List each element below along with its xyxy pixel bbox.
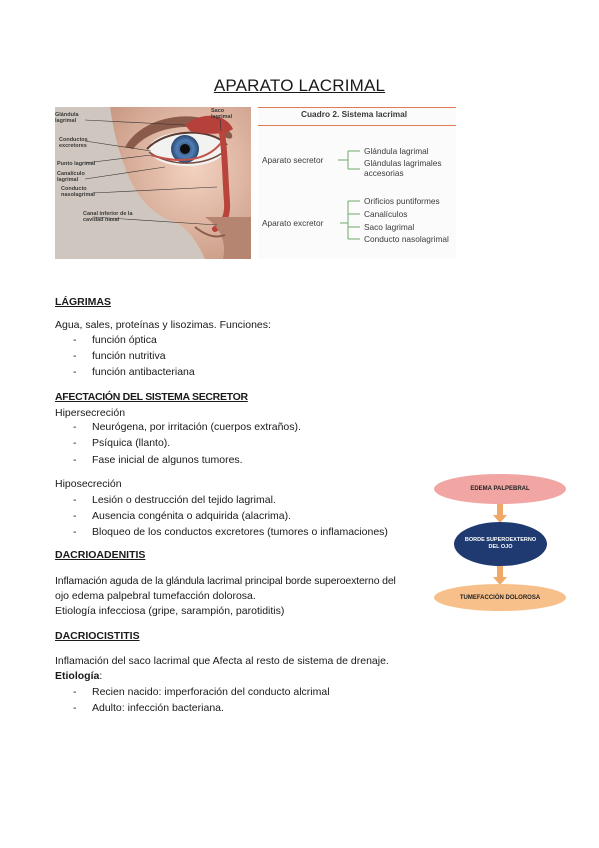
dacriocistitis-line: Inflamación del saco lacrimal que Afecta al resto de sistema de drenaje. — [55, 655, 389, 667]
etiologia-line — [55, 669, 102, 684]
cuadro-excretor-item: Conducto nasolagrimal — [364, 234, 449, 244]
list-item — [0, 421, 430, 436]
list-item — [0, 454, 430, 469]
dash: - — [73, 702, 77, 714]
lagrimas-intro: Agua, sales, proteínas y lisozimas. Funciones: — [55, 319, 271, 331]
list-item — [0, 510, 430, 525]
hipersecrecion-label: Hipersecreción — [55, 407, 126, 419]
cuadro-sistema-lacrimal — [258, 107, 456, 259]
eye-drawing — [55, 107, 251, 259]
cuadro-secretor: Aparato secretor — [262, 155, 324, 165]
dash: - — [73, 510, 77, 522]
list-item — [0, 526, 430, 541]
list-item — [0, 334, 599, 349]
label-glandula: Glándula lagrimal — [55, 112, 79, 124]
etiologia-label: Etiología — [55, 670, 100, 682]
list-item — [0, 350, 599, 365]
dash: - — [73, 686, 77, 698]
list-item-text: Lesión o destrucción del tejido lagrimal. — [92, 494, 276, 506]
cuadro-excretor-item: Saco lagrimal — [364, 222, 415, 232]
label-punto: Punto lagrimal — [57, 161, 96, 167]
label-saco: Saco lagrimal — [211, 108, 233, 120]
dash: - — [73, 454, 77, 466]
arrow-down-icon — [492, 566, 508, 586]
label-conducto-naso: Conducto nasolagrimal — [61, 186, 95, 198]
cuadro-excretor-item: Orificios puntiformes — [364, 196, 440, 206]
list-item-text: función antibacteriana — [92, 366, 195, 378]
label-conductos: Conductos excretores — [59, 137, 88, 149]
hiposecrecion-label: Hiposecreción — [55, 478, 122, 490]
arrow-down-icon — [492, 504, 508, 524]
label-canaliculo: Canalículo lagrimal — [57, 171, 85, 183]
cuadro-secretor-item: Glándula lagrimal — [364, 146, 429, 156]
dacrioadenitis-line: Etiología infecciosa (gripe, sarampión, parotiditis) — [55, 605, 285, 617]
list-item-text: Recien nacido: imperforación del conducto alcrimal — [92, 686, 330, 698]
diagram-borde-superoexterno: BORDE SUPEROEXTERNO DEL OJO — [454, 522, 547, 566]
dash: - — [73, 350, 77, 362]
list-item-text: Adulto: infección bacteriana. — [92, 702, 224, 714]
heading-dacrioadenitis: DACRIOADENITIS — [55, 549, 146, 561]
label-canal-inferior: Canal inferior de la cavidad nasal — [83, 211, 133, 223]
cuadro-secretor-item: Glándulas lagrimales accesorias — [364, 158, 442, 178]
dacrioadenitis-diagram — [434, 474, 567, 614]
list-item — [0, 686, 599, 701]
list-item — [0, 437, 430, 452]
heading-dacriocistitis: DACRIOCISTITIS — [55, 630, 140, 642]
list-item — [0, 494, 430, 509]
dacrioadenitis-line: ojo edema palpebral tumefacción dolorosa. — [55, 590, 256, 602]
cuadro-excretor: Aparato excretor — [262, 218, 324, 228]
etiologia-colon: : — [99, 670, 103, 682]
list-item-text: Neurógena, por irritación (cuerpos extraños). — [92, 421, 301, 433]
dash: - — [73, 526, 77, 538]
list-item-text: función óptica — [92, 334, 157, 346]
dash: - — [73, 334, 77, 346]
list-item-text: función nutritiva — [92, 350, 166, 362]
list-item — [0, 702, 599, 717]
heading-lagrimas: LÁGRIMAS — [55, 296, 111, 308]
cuadro-title: Cuadro 2. Sistema lacrimal — [301, 109, 408, 119]
list-item-text: Fase inicial de algunos tumores. — [92, 454, 243, 466]
list-item-text: Psíquica (llanto). — [92, 437, 171, 449]
dash: - — [73, 421, 77, 433]
lacrimal-anatomy-illustration — [55, 107, 251, 259]
dacrioadenitis-line: Inflamación aguda de la glándula lacrimal principal borde superoexterno del — [55, 575, 396, 587]
heading-afectacion: AFECTACIÓN DEL SISTEMA SECRETOR — [55, 391, 248, 403]
list-item-text: Bloqueo de los conductos excretores (tumores o inflamaciones) — [92, 526, 388, 538]
list-item — [0, 366, 599, 381]
diagram-edema-palpebral: EDEMA PALPEBRAL — [434, 474, 566, 504]
cuadro-excretor-item: Canalículos — [364, 209, 408, 219]
diagram-tumefaccion-dolorosa: TUMEFACCIÓN DOLOROSA — [434, 584, 566, 611]
page-title: APARATO LACRIMAL — [213, 76, 386, 95]
list-item-text: Ausencia congénita o adquirida (alacrima). — [92, 510, 292, 522]
dash: - — [73, 494, 77, 506]
dash: - — [73, 366, 77, 378]
dash: - — [73, 437, 77, 449]
